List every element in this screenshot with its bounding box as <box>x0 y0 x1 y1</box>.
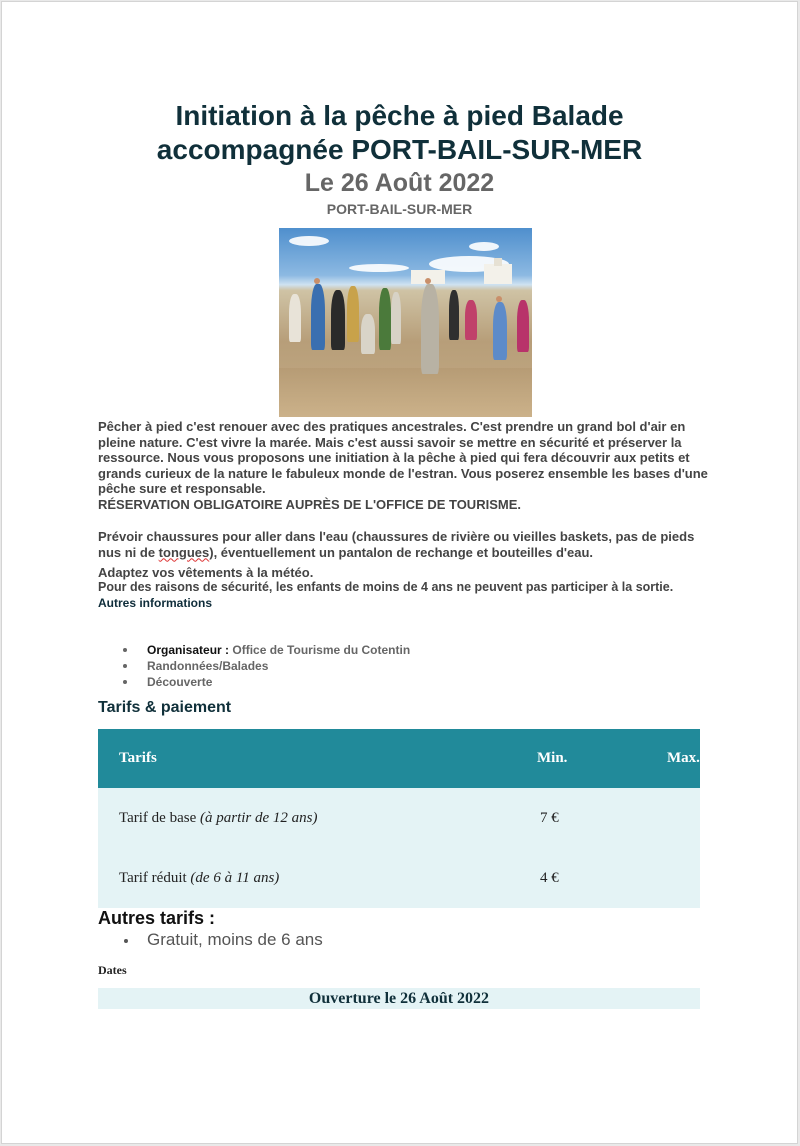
list-item: Randonnées/Balades <box>98 658 410 674</box>
tarif-label: Tarif de base <box>119 809 200 826</box>
tarifs-heading: Tarifs & paiement <box>98 699 232 716</box>
event-title-line2: accompagnée PORT-BAIL-SUR-MER <box>156 134 643 165</box>
tarif-note: (de 6 à 11 ans) <box>190 869 280 886</box>
column-header-tarifs: Tarifs <box>98 729 514 788</box>
autres-tarifs-list <box>98 930 323 950</box>
organisateur-value: Office de Tourisme du Cotentin <box>229 643 411 657</box>
tarif-label: Tarif réduit <box>119 869 191 886</box>
misspelled-word: tongues <box>158 544 210 560</box>
description-paragraph <box>98 419 718 512</box>
autres-tarifs-heading: Autres tarifs : <box>98 908 216 928</box>
equipment-text-start: Prévoir chaussures pour aller dans l'eau (chaussures de rivière ou vieilles baskets, pas de pieds nus ni de <box>98 529 695 560</box>
description-text: Pêcher à pied c'est renouer avec des pratiques ancestrales. C'est prendre un grand bol d'air en pleine nature. C'est vivre la marée. Mais c'est aussi savoir se mettre en sécurité et préserver la ressource. Nous vous proposons une initiation à la pêche à pied qui fera découvrir aux petits et grands curieux de la nature le fabuleux monde de l'estran. Vous poserez ensemble les bases d'une pêche sure et responsable. <box>98 419 708 496</box>
document-page <box>1 1 798 1144</box>
event-title-line1: Initiation à la pêche à pied Balade <box>175 100 624 131</box>
tarif-min: 7 € <box>514 788 644 848</box>
weather-note: Adaptez vos vêtements à la météo. <box>98 565 314 580</box>
list-item: Découverte <box>98 674 410 690</box>
event-place: PORT-BAIL-SUR-MER <box>326 201 473 217</box>
tarif-label-cell <box>98 848 514 908</box>
organisateur-label: Organisateur : <box>147 643 230 657</box>
tarif-note: (à partir de 12 ans) <box>200 809 318 826</box>
info-list <box>98 642 410 690</box>
autres-informations-heading: Autres informations <box>98 596 213 610</box>
reservation-notice: RÉSERVATION OBLIGATOIRE AUPRÈS DE L'OFFICE DE TOURISME. <box>98 496 521 512</box>
event-date: Le 26 Août 2022 <box>304 169 495 197</box>
tarifs-table <box>98 729 700 908</box>
tarif-max <box>644 848 700 908</box>
table-row <box>98 848 700 908</box>
column-header-max: Max. <box>644 729 700 788</box>
event-photo <box>279 228 532 417</box>
tarif-max <box>644 788 700 848</box>
equipment-text-end: ), éventuellement un pantalon de rechange et bouteilles d'eau. <box>209 544 594 560</box>
safety-note: Pour des raisons de sécurité, les enfants de moins de 4 ans ne peuvent pas participer à la sortie. <box>98 580 674 594</box>
ouverture-date: Ouverture le 26 Août 2022 <box>98 988 700 1009</box>
equipment-paragraph <box>98 529 718 560</box>
table-row <box>98 788 700 848</box>
list-item: Gratuit, moins de 6 ans <box>98 930 323 950</box>
column-header-min: Min. <box>514 729 644 788</box>
list-item <box>98 642 410 658</box>
table-header-row <box>98 729 700 788</box>
tarif-min: 4 € <box>514 848 644 908</box>
dates-label: Dates <box>98 963 127 977</box>
tarif-label-cell <box>98 788 514 848</box>
